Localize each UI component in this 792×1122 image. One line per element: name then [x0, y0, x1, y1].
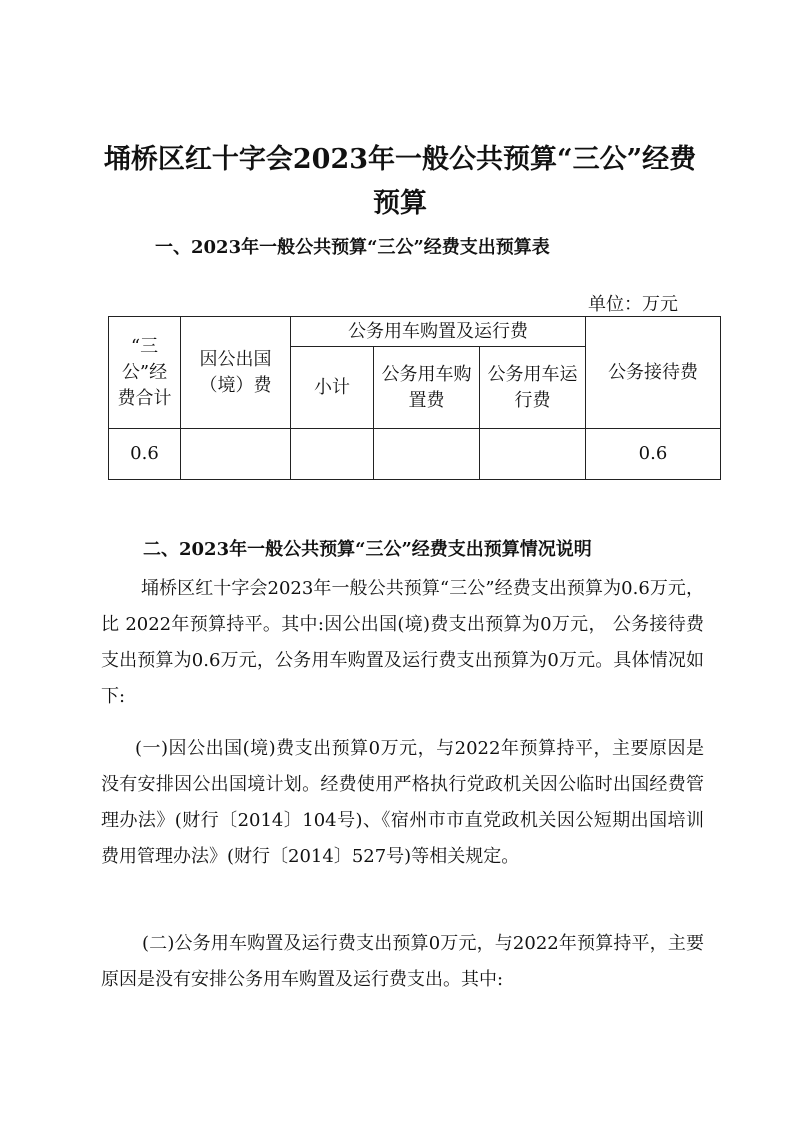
header-vehicle-operation: 公务用车运行费 [480, 347, 586, 429]
cell-vehicle-operation [480, 429, 586, 480]
cell-vehicle-subtotal [291, 429, 374, 480]
table-row [109, 429, 721, 480]
header-abroad: 因公出国（境）费 [181, 317, 291, 429]
section2-heading: 二、2023年一般公共预算“三公”经费支出预算情况说明 [143, 539, 592, 560]
cell-abroad [181, 429, 291, 480]
header-vehicle-purchase: 公务用车购置费 [374, 347, 480, 429]
page-title: 埇桥区红十字会2023年一般公共预算“三公”经费预算 [103, 144, 697, 219]
header-total: “三公”经费合计 [109, 317, 181, 429]
section1-heading: 一、2023年一般公共预算“三公”经费支出预算表 [155, 237, 550, 258]
unit-label: 单位：万元 [588, 294, 678, 315]
cell-reception: 0.6 [586, 429, 721, 480]
cell-total: 0.6 [109, 429, 181, 480]
paragraph-abroad: (一)因公出国(境)费支出预算0万元，与2022年预算持平，主要原因是没有安排因公出国境计划。经费使用严格执行党政机关因公临时出国经费管理办法》(财行〔2014〕104号)、《宿州市市直党政机关因公短期出国培训费用管理办法》(财行〔2014〕527号)等相关规定。 [101, 738, 704, 867]
budget-table [108, 316, 721, 480]
paragraph-vehicle: (二)公务用车购置及运行费支出预算0万元，与2022年预算持平，主要原因是没有安排公务用车购置及运行费支出。其中: [101, 933, 704, 990]
cell-vehicle-purchase [374, 429, 480, 480]
header-vehicle-group: 公务用车购置及运行费 [291, 317, 586, 347]
header-reception: 公务接待费 [586, 317, 721, 429]
table-header-row [109, 317, 721, 347]
paragraph-summary: 埇桥区红十字会2023年一般公共预算“三公”经费支出预算为0.6万元，比 2022年预算持平。其中:因公出国(境)费支出预算为0万元， 公务接待费支出预算为0.6万元，公务用车购置及运行费支出预算为0万元。具体情况如下: [101, 578, 704, 707]
header-vehicle-subtotal: 小计 [291, 347, 374, 429]
